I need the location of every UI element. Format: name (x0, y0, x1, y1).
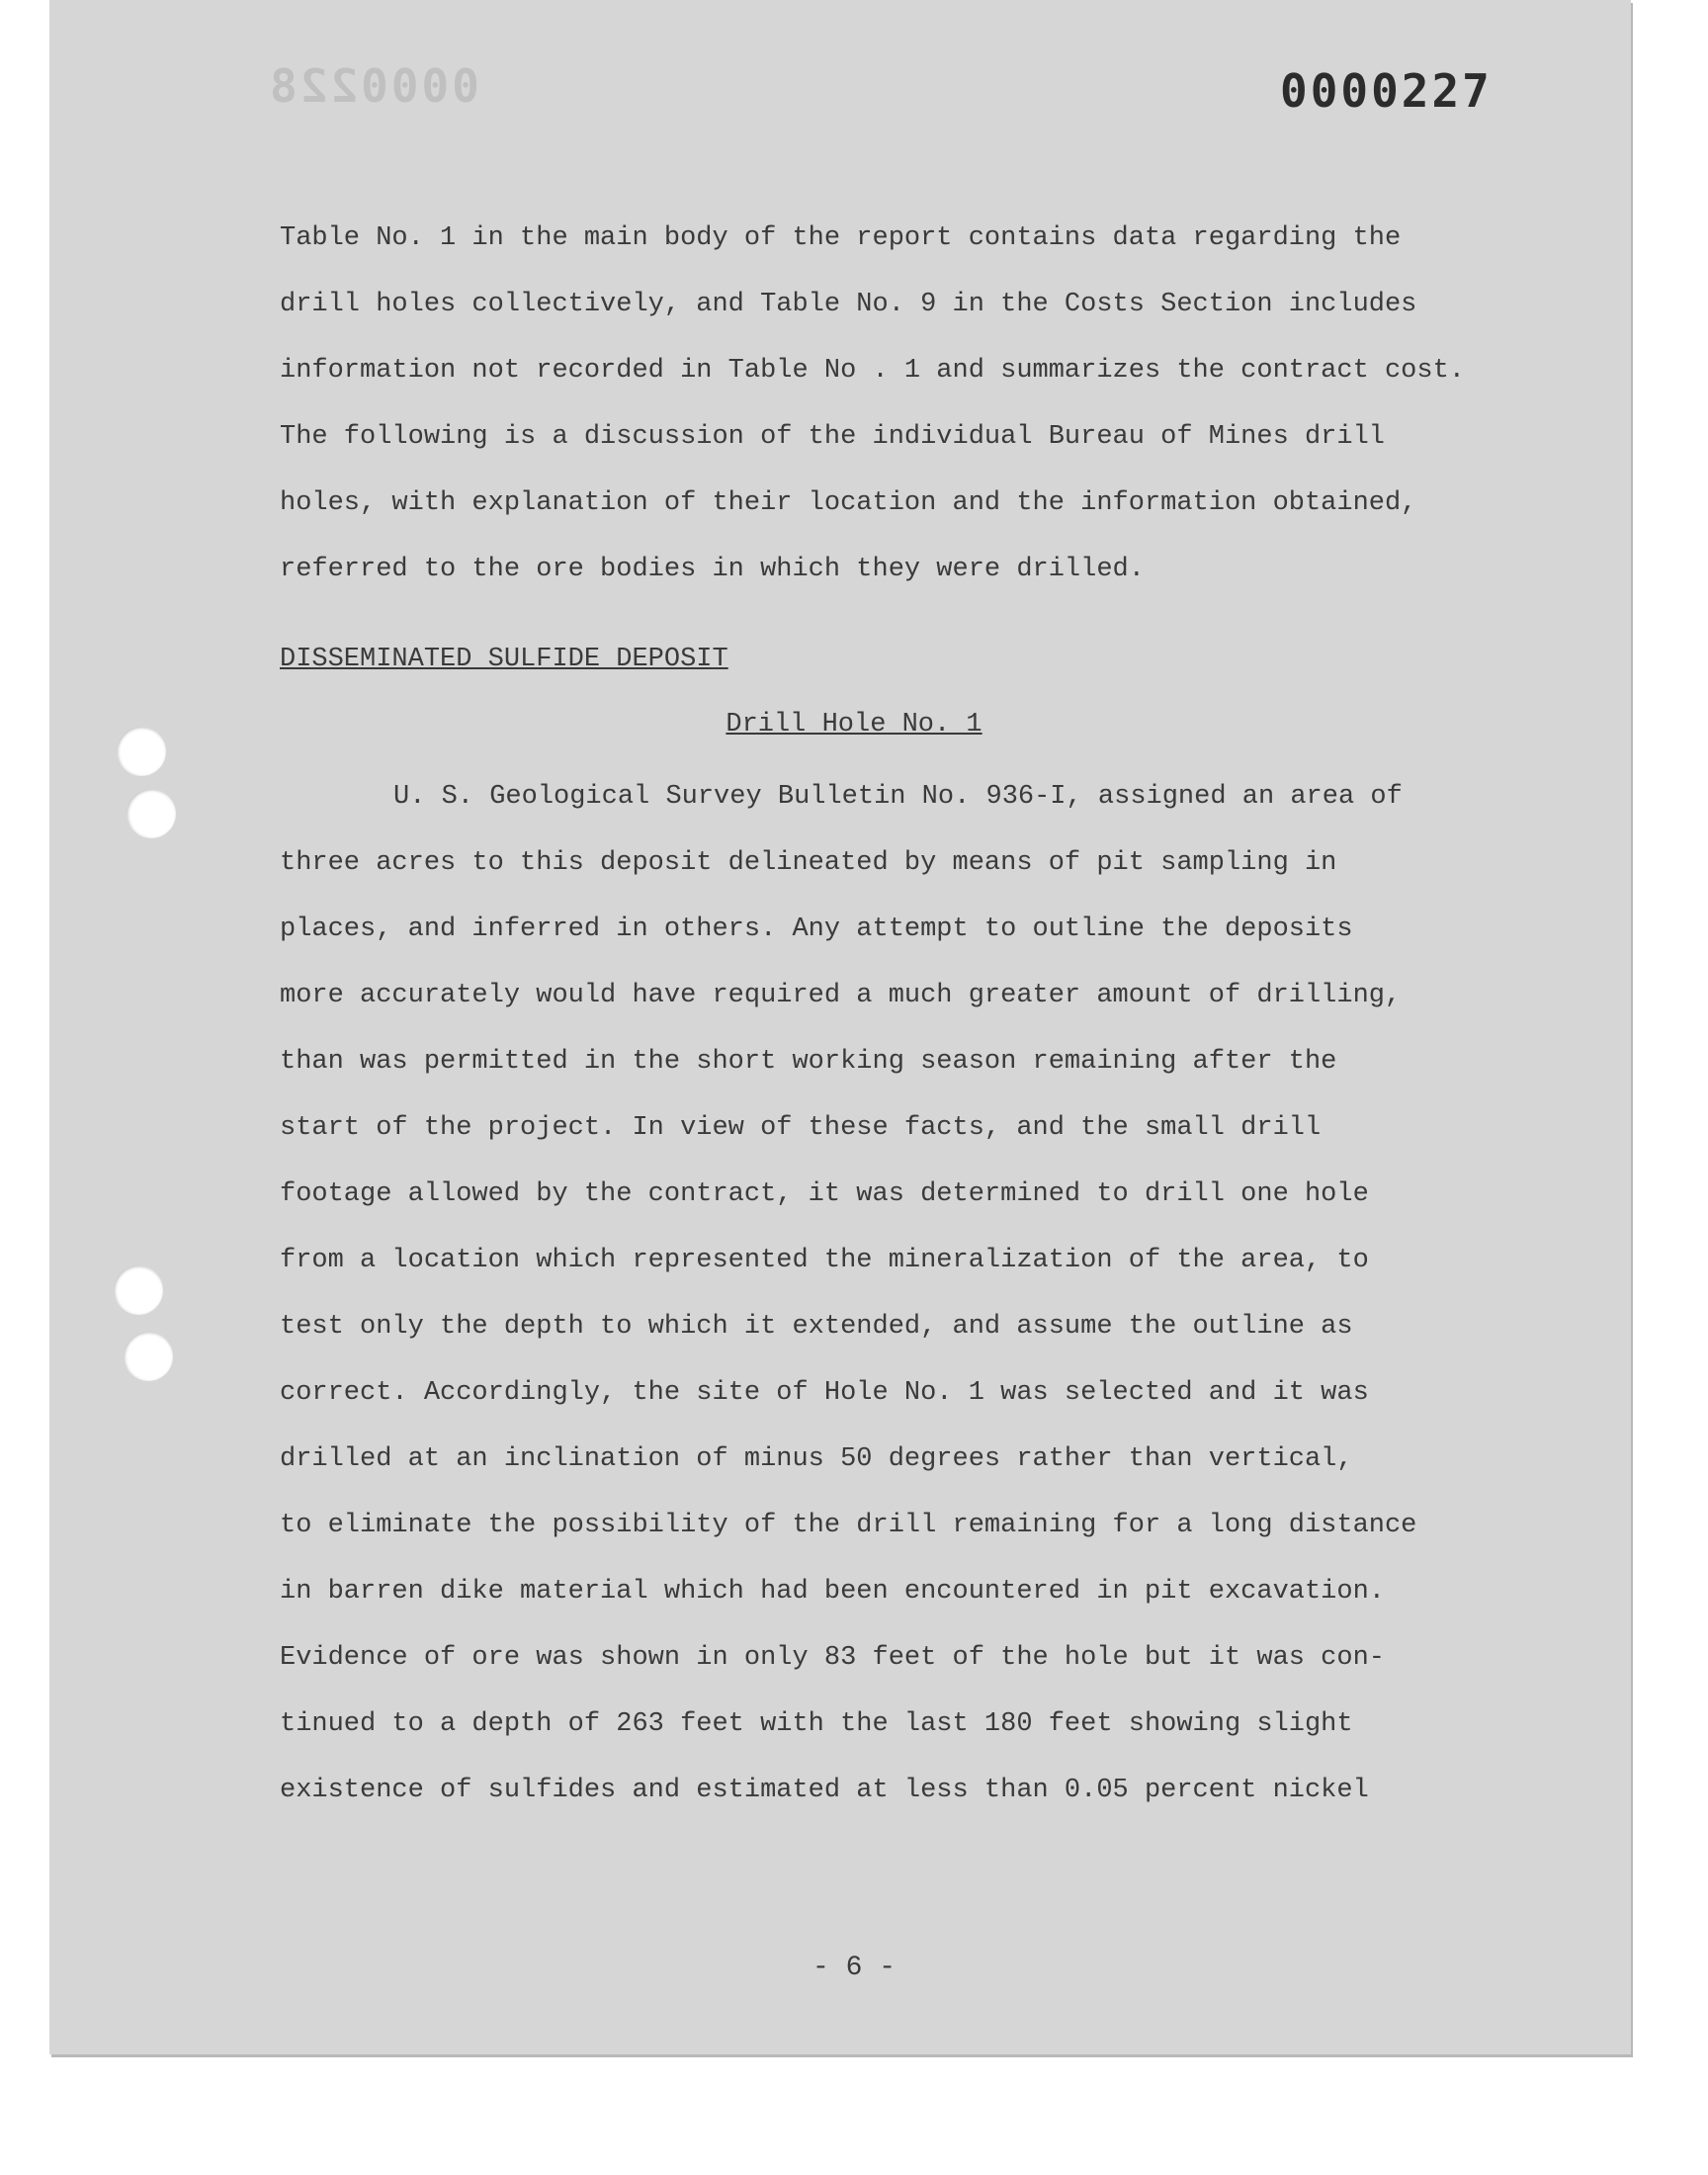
text-line: information not recorded in Table No . 1 and summarizes the contract cost. (280, 356, 1465, 386)
section-heading: DISSEMINATED SULFIDE DEPOSIT (280, 645, 728, 674)
page-number: - 6 - (811, 1953, 896, 1983)
text-line: to eliminate the possibility of the drill remaining for a long distance (280, 1511, 1417, 1540)
text-line: tinued to a depth of 263 feet with the last 180 feet showing slight (280, 1709, 1353, 1739)
text-line: from a location which represented the mineralization of the area, to (280, 1246, 1369, 1275)
text-line: holes, with explanation of their location and the information obtained, (280, 488, 1417, 518)
text-line: places, and inferred in others. Any attempt to outline the deposits (280, 914, 1353, 944)
document-number: 0000227 (1280, 64, 1493, 118)
text-line: U. S. Geological Survey Bulletin No. 936-I, assigned an area of (393, 782, 1403, 812)
text-line: correct. Accordingly, the site of Hole No. 1 was selected and it was (280, 1378, 1369, 1408)
subsection-heading: Drill Hole No. 1 (726, 710, 982, 740)
text-line: three acres to this deposit delineated by means of pit sampling in (280, 848, 1337, 878)
text-line: drilled at an inclination of minus 50 degrees rather than vertical, (280, 1444, 1353, 1474)
text-line: drill holes collectively, and Table No. 9 in the Costs Section includes (280, 290, 1417, 319)
punch-hole (114, 1265, 163, 1315)
punch-hole (124, 1332, 173, 1381)
text-line: test only the depth to which it extended, and assume the outline as (280, 1312, 1353, 1342)
text-line: footage allowed by the contract, it was determined to drill one hole (280, 1179, 1369, 1209)
body-paragraph (280, 764, 1515, 1824)
punch-hole (127, 789, 176, 838)
text-line: more accurately would have required a much greater amount of drilling, (280, 981, 1402, 1010)
intro-paragraph (280, 206, 1515, 603)
text-line: in barren dike material which had been encountered in pit excavation. (280, 1577, 1385, 1607)
text-line: The following is a discussion of the individual Bureau of Mines drill (280, 422, 1385, 452)
text-line: existence of sulfides and estimated at less than 0.05 percent nickel (280, 1776, 1369, 1805)
text-line: referred to the ore bodies in which they were drilled. (280, 555, 1145, 584)
text-line: than was permitted in the short working season remaining after the (280, 1047, 1337, 1077)
bleed-through-number: 0000228 (267, 59, 479, 113)
text-line: Table No. 1 in the main body of the report contains data regarding the (280, 223, 1402, 253)
text-line: start of the project. In view of these facts, and the small drill (280, 1113, 1322, 1143)
text-line: Evidence of ore was shown in only 83 feet of the hole but it was con- (280, 1643, 1385, 1673)
